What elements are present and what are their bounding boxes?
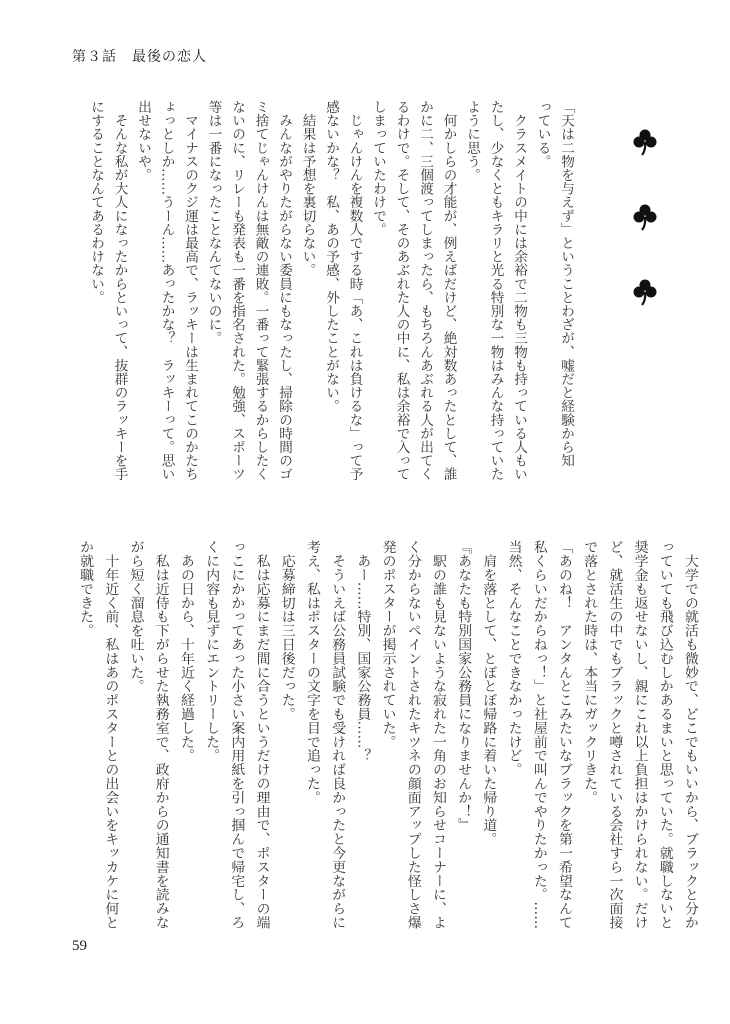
text-line: ょっとしか……うーん……あったかな？ ラッキーって。思い [158,100,175,481]
text-line: そういえば公務員試験でも受ければ良かったと今更ながらに [329,540,346,930]
text-line: 私は近侍も下がらせた執務室で、政府からの通知書を読みな [152,540,169,930]
text-line: 感ないかな？ 私、あの予感、外したことがない。 [323,100,339,413]
text-line: 出せないや。 [135,100,151,182]
text-line: 等は一番になったことなんてないのに。 [205,100,222,345]
chapter-header: 第３話 最後の恋人 [72,49,207,65]
text-line: ミ捨てじゃんけんは無敵の連敗。一番って緊張するからしたく [252,100,269,481]
text-line: か就職できた。 [77,540,94,638]
text-line: く分からないペイントされたキツネの顔面アップした怪しさ爆 [404,540,421,930]
text-line: 奨学金も返せないし、親にこれ以上負担はかけられない。だけ [631,540,648,930]
text-line: 結果は予想を裏切らない。 [299,100,316,277]
text-line: 大学での就活も微妙で、どこでもいいから、ブラックと分か [682,540,698,930]
text-line: 十年近く前、私はあのポスターとの出会いをキッカケに何と [102,540,119,930]
text-line: あー……特別、国家公務員……？ [354,540,371,763]
text-line: ように思う。 [464,100,480,182]
text-line: 「あのね！ アンタんとこみたいなブラックを第一希望なんて [555,540,572,930]
text-line: っこにかかってあった小さい案内用紙を引っ掴んで帰宅し、ろ [228,540,245,930]
text-line: マイナスのクジ運は最高で、ラッキーは生まれてこのかたち [182,100,198,481]
text-line: がら短く溜息を吐いた。 [127,540,144,693]
text-line: 肩を落として、とぼとぼ帰路に着いた帰り道。 [480,540,497,846]
text-line: 駅の誰も見ないような寂れた一角のお知らせコーナーに、よ [429,540,446,930]
text-line: じゃんけんを複数人でする時「あ、これは負けるな」って予 [346,100,363,481]
text-line: 当然、そんなことできなかったけど。 [505,540,522,777]
bottom-text-block [70,540,702,945]
text-line: 何かしらの才能が、例えばだけど、絶対数あったとして、誰 [440,100,457,481]
text-line: 『あなたも特別国家公務員になりませんか！』 [455,540,472,832]
text-line: しまっていたわけで。 [370,100,386,236]
text-line: そんな私が大人になったからといって、抜群のラッキーを手 [111,100,128,481]
text-line: っている。 [534,100,551,168]
top-text-block [82,100,577,495]
text-line: 私くらいだからねっ！」と社屋前で叫んでやりたかった。…… [530,540,547,930]
page-number: 59 [72,938,87,954]
text-line: ど、就活生の中でもブラックと噂されている会社すら一次面接 [606,540,623,930]
text-line: 考え、私はポスターの文字を目で追った。 [303,540,320,805]
clover-icon [632,278,658,306]
text-line: にすることなんてあるわけない。 [88,100,104,304]
text-line: 「天は二物を与えず」ということわざが、嘘だと経験から知 [558,100,574,468]
clover-icon [632,128,658,156]
text-line: 私は応募にまだ間に合うというだけの理由で、ポスターの端 [253,540,270,930]
text-line: みんながやりたがらない委員にもなったし、掃除の時間のゴ [276,100,292,481]
clover-icon [632,203,658,231]
text-line: くに内容も見ずにエントリーした。 [203,540,220,763]
text-line: たし、少なくともキラリと光る特別な一物はみんな持っていた [487,100,504,481]
text-line: 発のポスターが掲示されていた。 [379,540,396,749]
text-line: で落とされた時は、本当にガックリきた。 [581,540,598,805]
text-line: るわけで。そして、そのあぶれた人の中に、私は余裕で入って [393,100,410,481]
text-line: かに二、三個渡ってしまったら、もちろんあぶれる人が出てく [417,100,433,481]
text-line: ないのに、リレーも発表も一番を指名された。勉強、スポーツ [229,100,245,481]
text-line: あの日から、十年近く経過した。 [177,540,194,763]
text-line: クラスメイトの中には余裕で二物も三物も持っている人もい [511,100,527,481]
text-line: っていても飛び込むしかあるまいと思っていた。就職しないと [656,540,673,930]
text-line: 応募締切は三日後だった。 [278,540,295,721]
